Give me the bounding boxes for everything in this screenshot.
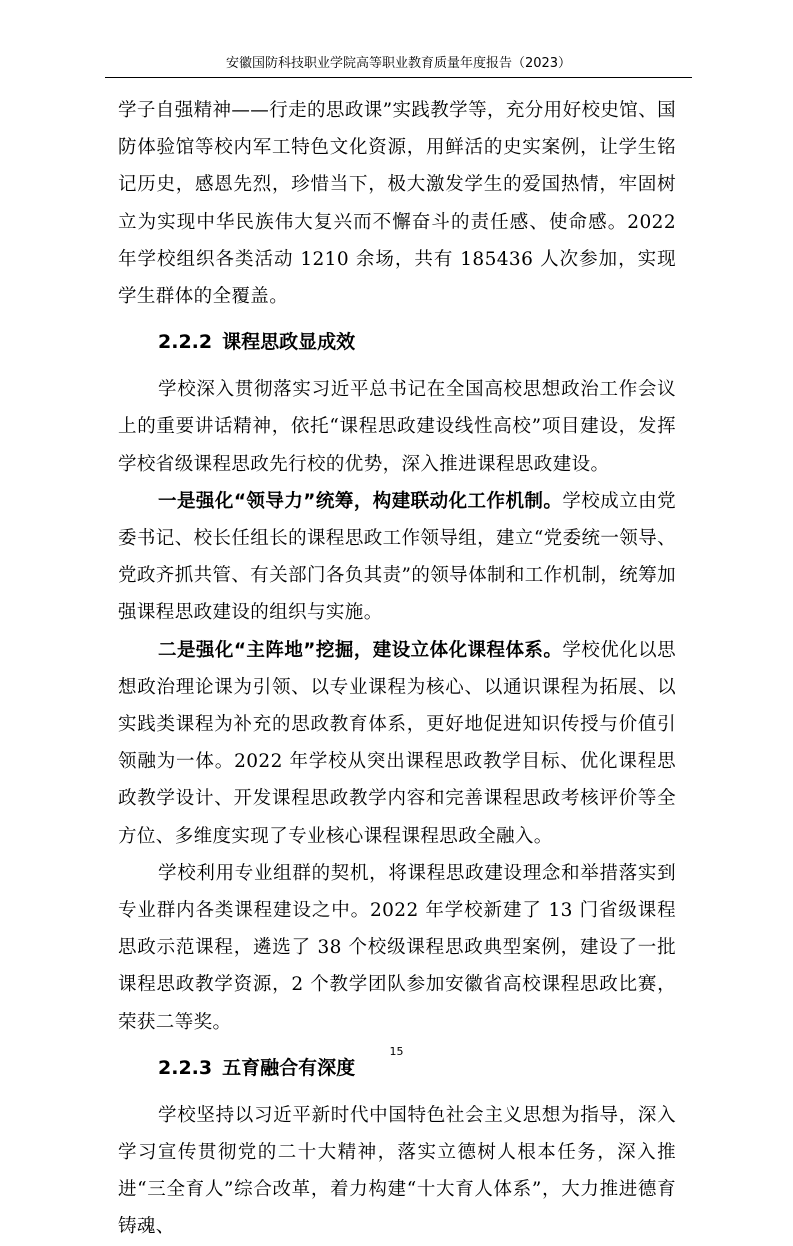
paragraph-lead-bold: 二是强化“主阵地”挖掘，建设立体化课程体系。 — [158, 639, 563, 661]
paragraph-text: 学校优化以思想政治理论课为引领、以专业课程为核心、以通识课程为拓展、以实践类课程为补充的思政教育体系，更好地促进知识传授与价值引领融为一体。2022 年学校从突出课程思政教学目标、优化课程思政教学设计、开发课程思政教学内容和完善课程思政考核评价等全方位、多维度实现了专业核心课程课程思政全融入。 — [118, 639, 677, 847]
paragraph-lead-bold: 一是强化“领导力”统筹，构建联动化工作机制。 — [158, 490, 563, 512]
paragraph-professional-groups: 学校利用专业组群的契机，将课程思政建设理念和举措落实到专业群内各类课程建设之中。2022 年学校新建了 13 门省级课程思政示范课程，遴选了 38 个校级课程思政典型案例，建设了一批课程思政教学资源，2 个教学团队参加安徽省高校课程思政比赛，荣获二等奖。 — [118, 862, 676, 1033]
page-content — [118, 92, 676, 1246]
section-title: 五育融合有深度 — [222, 1056, 356, 1079]
page-number: 15 — [389, 1045, 404, 1058]
section-heading-2-2-2 — [158, 325, 676, 359]
section-number: 2.2.2 — [158, 331, 213, 354]
paragraph-leadership — [118, 483, 676, 632]
paragraph-curriculum-intro: 学校深入贯彻落实习近平总书记在全国高校思想政治工作会议上的重要讲话精神，依托“课程思政建设线性高校”项目建设，发挥学校省级课程思政先行校的优势，深入推进课程思政建设。 — [118, 379, 676, 475]
paragraph-five-education: 学校坚持以习近平新时代中国特色社会主义思想为指导，深入学习宣传贯彻党的二十大精神，落实立德树人根本任务，深入推进“三全育人”综合改革，着力构建“十大育人体系”，大力推进德育铸魂、 — [118, 1104, 676, 1238]
paragraph-text: 学校成立由党委书记、校长任组长的课程思政工作领导组，建立“党委统一领导、党政齐抓共管、有关部门各负其责”的领导体制和工作机制，统筹加强课程思政建设的组织与实施。 — [118, 490, 677, 624]
header-rule — [105, 77, 692, 78]
section-title: 课程思政显成效 — [222, 331, 356, 354]
paragraph-continuation: 学子自强精神——行走的思政课”实践教学等，充分用好校史馆、国防体验馆等校内军工特色文化资源，用鲜活的史实案例，让学生铭记历史，感恩先烈，珍惜当下，极大激发学生的爱国热情，牢固树立为实现中华民族伟大复兴而不懈奋斗的责任感、使命感。2022 年学校组织各类活动 1210 余场，共有 185436 人次参加，实现学生群体的全覆盖。 — [118, 100, 676, 308]
paragraph-course-system — [118, 632, 676, 855]
section-number: 2.2.3 — [158, 1056, 213, 1079]
running-header: 安徽国防科技职业学院高等职业教育质量年度报告（2023） — [225, 56, 572, 71]
